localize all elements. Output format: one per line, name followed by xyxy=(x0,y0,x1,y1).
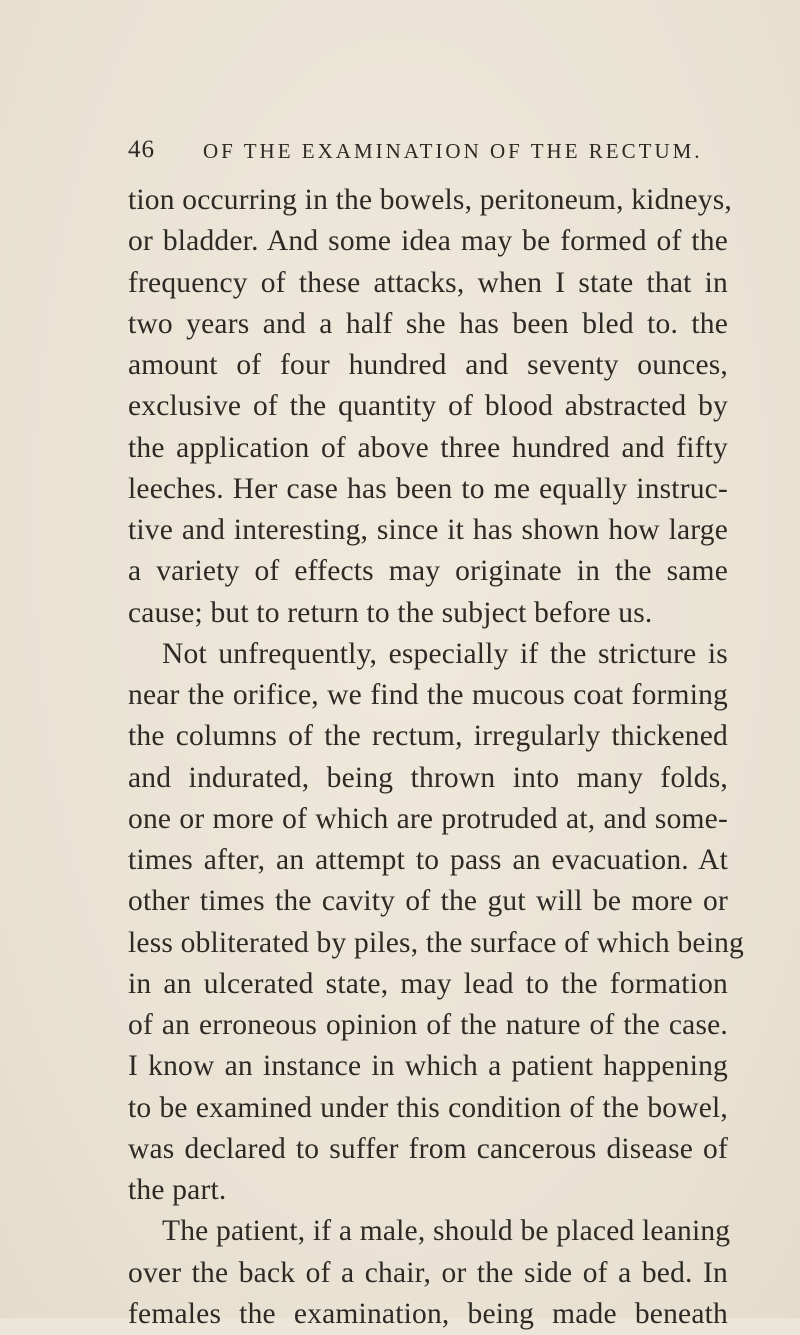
text-line: two years and a half she has been bled to. the xyxy=(128,307,728,340)
text-line: females the examination, being made beneath xyxy=(128,1297,728,1330)
text-line: one or more of which are protruded at, and some- xyxy=(128,802,728,835)
text-line: I know an instance in which a patient happening xyxy=(128,1050,728,1083)
text-line: Not unfrequently, especially if the stricture is xyxy=(162,637,728,670)
page-number: 46 xyxy=(128,136,155,163)
text-line: the columns of the rectum, irregularly thickened xyxy=(128,720,728,753)
body-text xyxy=(128,180,744,1335)
text-line: or bladder. And some idea may be formed of the xyxy=(128,225,728,258)
text-line: other times the cavity of the gut will be more or xyxy=(128,885,728,918)
text-line: of an erroneous opinion of the nature of the case. xyxy=(128,1009,728,1041)
text-line: and indurated, being thrown into many folds, xyxy=(128,761,728,794)
text-line: the application of above three hundred and fifty xyxy=(128,431,728,464)
text-line: over the back of a chair, or the side of a bed. In xyxy=(128,1256,728,1289)
text-line: less obliterated by piles, the surface of which being xyxy=(128,926,744,959)
text-line: The patient, if a male, should be placed leaning xyxy=(162,1215,731,1248)
text-line: in an ulcerated state, may lead to the formation xyxy=(128,967,728,1000)
text-line: exclusive of the quantity of blood abstracted by xyxy=(128,390,728,423)
text-line: near the orifice, we find the mucous coat forming xyxy=(128,679,728,711)
text-line: tive and interesting, since it has shown how large xyxy=(128,514,728,546)
text-line: tion occurring in the bowels, peritoneum, kidneys, xyxy=(128,184,732,216)
text-line: leeches. Her case has been to me equally instruc- xyxy=(128,472,728,505)
text-line: the part. xyxy=(128,1174,227,1206)
text-line: a variety of effects may originate in the same xyxy=(128,555,728,588)
text-line: times after, an attempt to pass an evacuation. At xyxy=(128,844,728,876)
running-title: OF THE EXAMINATION OF THE RECTUM. xyxy=(203,139,703,163)
page-header xyxy=(128,136,728,170)
text-line: amount of four hundred and seventy ounces, xyxy=(128,349,728,381)
text-line: frequency of these attacks, when I state that in xyxy=(128,266,728,299)
text-line: to be examined under this condition of the bowel, xyxy=(128,1091,728,1124)
text-line: cause; but to return to the subject before us. xyxy=(128,596,653,629)
text-line: was declared to suffer from cancerous disease of xyxy=(128,1132,728,1165)
